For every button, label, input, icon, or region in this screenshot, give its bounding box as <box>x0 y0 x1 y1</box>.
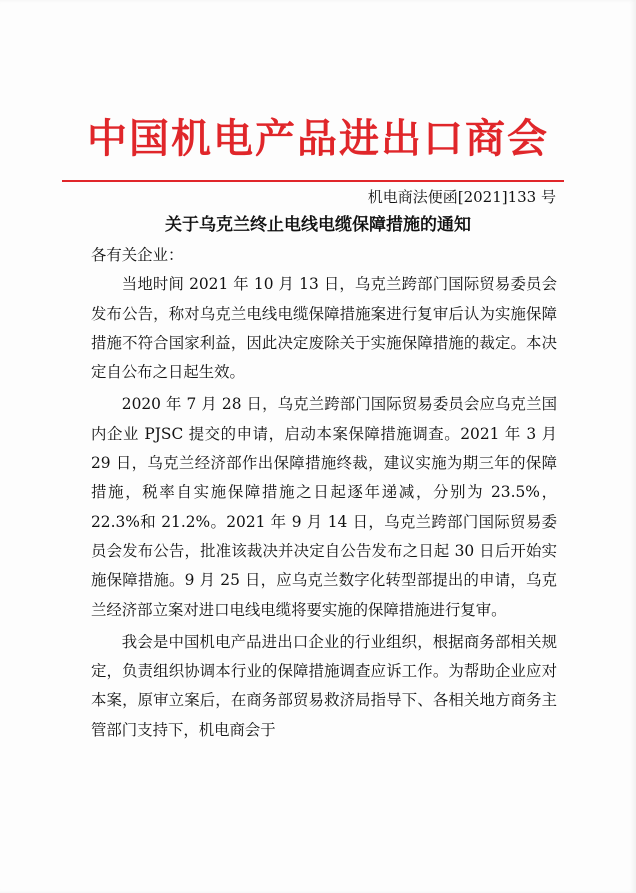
notice-body <box>91 241 557 745</box>
document-number: 机电商法便函[2021]133 号 <box>367 188 556 206</box>
paragraph-2: 2020 年 7 月 28 日，乌克兰跨部门国际贸易委员会应乌克兰国内企业 PJSC 提交的申请，启动本案保障措施调查。2021 年 3 月 29 日，乌克兰经济部作出保障措施终裁，建议实施为期三年的保障措施，税率自实施保障措施之日起逐年递减，分别为 23.5%，22.3%和 21.2%。2021 年 9 月 14 日，乌克兰跨部门国际贸易委员会发布公告，批准该裁决并决定自公告发布之日起 30 日后开始实施保障措施。9 月 25 日，应乌克兰数字化转型部提出的申请，乌克兰经济部立案对进口电线电缆将要实施的保障措施进行复审。 <box>91 395 557 619</box>
salutation: 各有关企业： <box>91 246 184 264</box>
organization-header: 中国机电产品进出口商会 <box>87 116 549 162</box>
paragraph-3: 我会是中国机电产品进出口企业的行业组织，根据商务部相关规定，负责组织协调本行业的保障措施调查应诉工作。为帮助企业应对本案，原审立案后，在商务部贸易救济局指导下、各相关地方商务主管部门支持下，机电商会于 <box>91 632 557 739</box>
header-red-rule <box>62 180 564 182</box>
notice-title: 关于乌克兰终止电线电缆保障措施的通知 <box>165 215 471 235</box>
paragraph-1: 当地时间 2021 年 10 月 13 日，乌克兰跨部门国际贸易委员会发布公告，称对乌克兰电线电缆保障措施案进行复审后认为实施保障措施不符合国家利益，因此决定废除关于实施保障措施的裁定。本决定自公布之日起生效。 <box>91 275 557 382</box>
